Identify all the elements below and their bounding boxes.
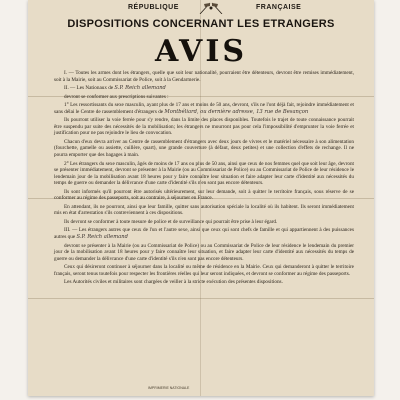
paragraph xyxy=(54,227,354,240)
paragraph: En attendant, ils ne pourront, ainsi que leur famille, quitter sans autorisation spéciale la localité où ils habitent. Ils seront immédiatement mis en état d'arrestation s'ils contreviennent à ces dispositions. xyxy=(54,203,354,217)
handwritten-entry: S.P. Reich allemand xyxy=(114,85,166,92)
header-francaise: FRANÇAISE xyxy=(256,4,302,11)
poster-body xyxy=(54,70,354,288)
poster xyxy=(28,0,374,396)
paragraph: Ils devront se conformer à toute mesure de police et de surveillance qui pourrait être prise à leur égard. xyxy=(64,218,278,225)
paragraph: 2° Les étrangers du sexe masculin, âgés de moins de 17 ans ou plus de 50 ans, ainsi que ceux de nos femmes quel que soit leur âge, devront se présenter immédiatement, devront se présenter à la Mairie (ou au Commissariat de Police) ou au Commissariat de Police de leur résidence le lendemain jour de la mobilisation avant 18 heures pour y faire connaître leur situation et faire adapter leur carte d'identité aux nécessités du temps de guerre ou demander la délivrance d'une carte d'identité s'ils n'en sont pas encore détenteurs. xyxy=(54,160,354,187)
header-republique: RÉPUBLIQUE xyxy=(128,4,179,11)
paragraph: Chacun d'eux devra arriver au Centre de rassemblement d'étrangers avec deux jours de vivres et le matériel nécessaire à son alimentation (fourchette, gamelle ou assiette, cuillère, quart), une grande couverture (à défaut, deux petites) et une collection d'effets de rechange. Il ne pourra emporter que des bagages à main. xyxy=(54,138,354,159)
paragraph: Ils pourront utiliser la voie ferrée pour s'y rendre, dans la limite des places disponibles. Toutefois le trajet de toute connaissance pourrait être suspendu par suite des nécessités de la mobilisation; les étrangers ne mourront pas pour cela l'impossibilité d'emprunter la voie ferrée et justification pour ne pas rejoindre le lieu de convocation. xyxy=(54,117,354,137)
paragraph: Ils sont informés qu'il pourront être autorisés ultérieurement, sur leur demande, soit à quitter le territoire français, sous réserve de se conformer au régime des passeports, soit au contraire, à séjourner en France. xyxy=(54,188,354,202)
printer-footer: IMPRIMERIE NATIONALE xyxy=(148,386,190,390)
header-row xyxy=(28,2,374,16)
paragraph-text: III. — Les étrangers autres que ceux de l'un et l'autre sexe, ainsi que ceux qui sont chefs de famille et qui appartiennent à des puissances autres que xyxy=(54,227,354,241)
paragraph-text: II. — Les Nationaux de xyxy=(64,85,114,92)
paragraph: Ceux qui désireront continuer à séjourner dans la localité ou même de résidence en la Mairie. Ceux qui demanderont à quitter le territoire français, seront tenus toutefois pour respecter les frontières réelles qui leur seront indiquées, et devront se conformer au régime des passeports. xyxy=(54,264,354,277)
paragraph: devront se présenter à la Mairie (ou au Commissariat de Police) ou au Commissariat de Police de leur résidence le lendemain du premier jour de la mobilisation avant 18 heures pour y faire connaître leur situation, et faire adapter leur carte d'identité aux nécessités du temps de guerre ou demander la délivrance d'une carte d'identité s'ils n'en sont pas encore détenteurs. xyxy=(54,242,354,262)
crossed-flags-icon xyxy=(196,2,226,14)
poster-title: DISPOSITIONS CONCERNANT LES ETRANGERS xyxy=(67,18,335,30)
handwritten-entry: S.P. Reich allemand xyxy=(76,234,128,241)
paragraph xyxy=(54,102,354,115)
paragraph-text: 1° Les ressortissants du sexe masculin, ayant plus de 17 ans et moins de 50 ans, devront, s'ils ne l'ont déjà fait, rejoindre immédiatement et sans délai le Centre de rassemblement d'étrangers de xyxy=(54,102,354,115)
paragraph: Les Autorités civiles et militaires sont chargées de veiller à la stricte exécution des présentes dispositions. xyxy=(64,279,283,286)
paragraph: devront se conformer aux prescriptions suivantes : xyxy=(64,93,169,100)
fold-crease xyxy=(28,298,374,299)
paragraph xyxy=(54,85,354,92)
poster-heading: AVIS xyxy=(154,34,248,69)
handwritten-entry: Montbéliard, ou dernière adresse, 13 rue de Besançon xyxy=(164,108,309,115)
paragraph: I. — Toutes les armes dont les étrangers, quelle que soit leur nationalité, pourraient être détenteurs, devront être remises immédiatement, soit à la Mairie, soit au Commissariat de Police, soit à la Gendarmerie. xyxy=(54,70,354,83)
